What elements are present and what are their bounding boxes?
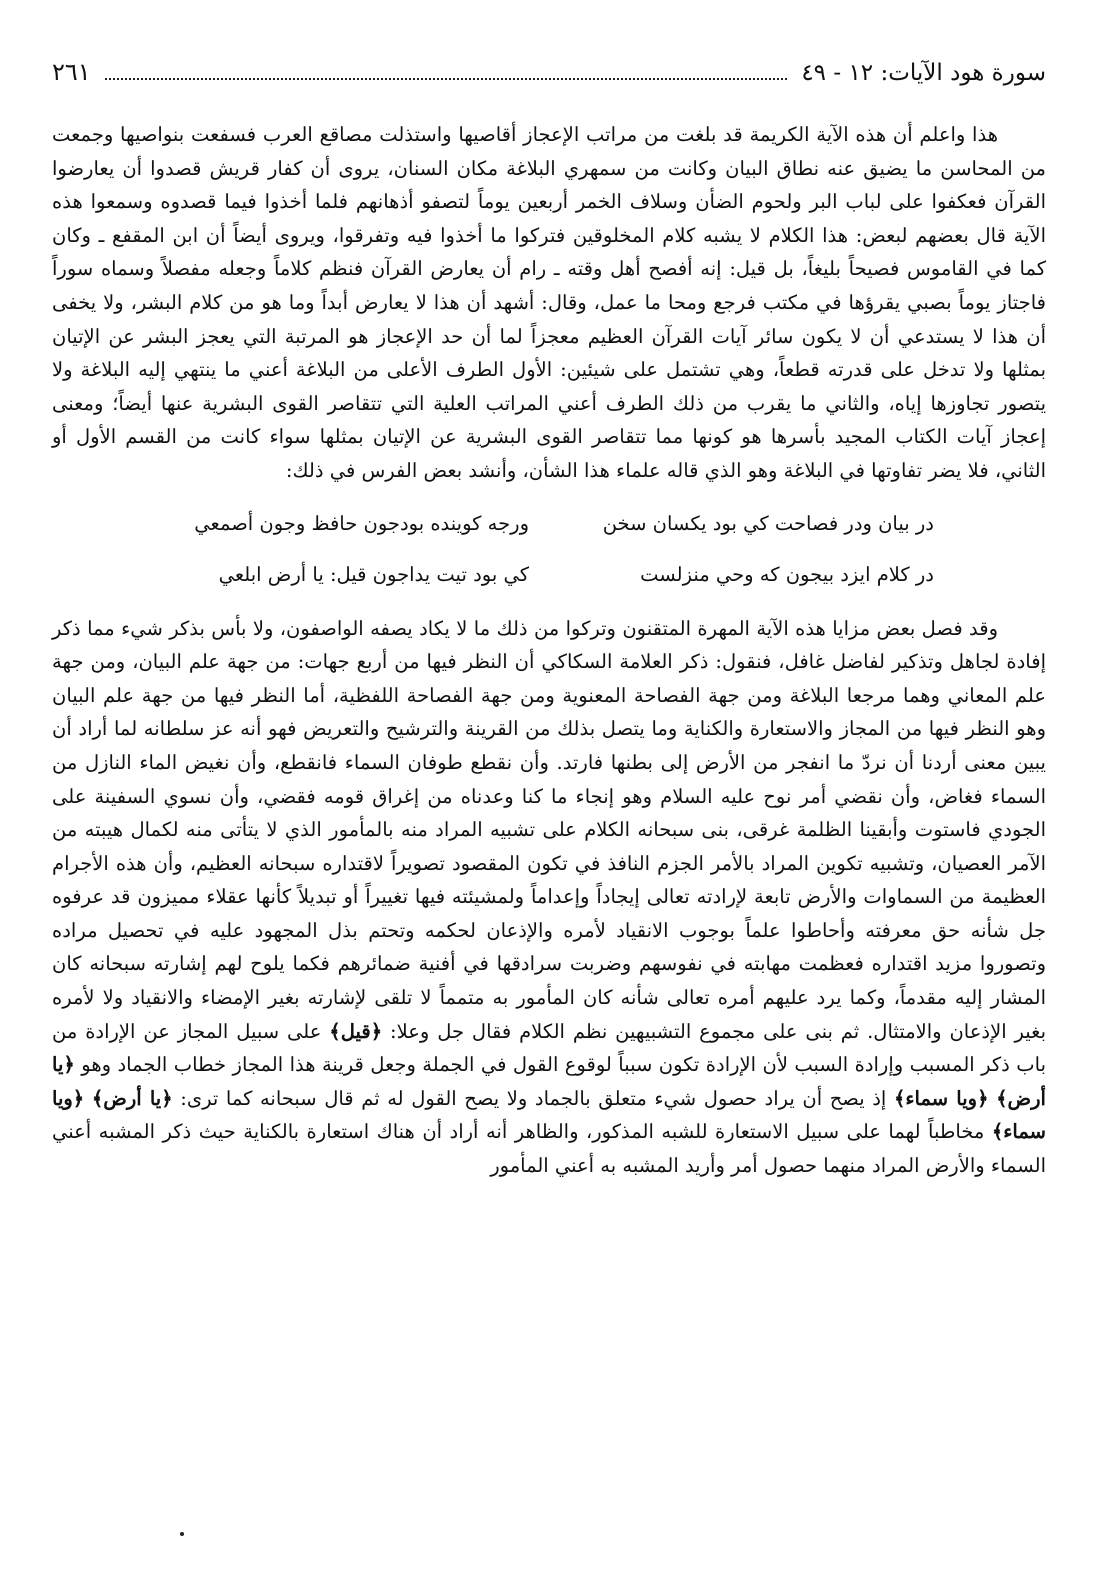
paragraph-1: هذا واعلم أن هذه الآية الكريمة قد بلغت من مراتب الإعجاز أقاصيها واستذلت مصاقع العرب فسفعت بنواصيها وجمعت من المحاسن ما يضيق عنه نطاق البيان وكانت من سمهري البلاغة مكان السنان، يروى أن كفار قريش قصدوا أن يعارضوا القرآن فعكفوا على لباب البر ولحوم الضأن وسلاف الخمر أربعين يوماً لتصفو أذهانهم فلما أخذوا فيما قصدوه وسمعوا هذه الآية قال بعضهم لبعض: هذا الكلام لا يشبه كلام المخلوقين فتركوا ما أخذوا فيه وتفرقوا، ويروى أيضاً أن ابن المقفع ـ وكان كما في القاموس فصيحاً بليغاً، بل قيل: إنه أفصح أهل وقته ـ رام أن يعارض القرآن فنظم كلاماً وجعله مفصلاً وسماه سوراً فاجتاز يوماً بصبي يقرؤها في مكتب فرجع ومحا ما عمل، وقال: أشهد أن هذا لا يعارض أبداً وما هو من كلام البشر، ولا يخفى أن هذا لا يستدعي أن لا يكون سائر آيات القرآن العظيم معجزاً لما أن حد الإعجاز هو المرتبة التي يعجز البشر عن الإتيان بمثلها ولا تدخل على قدرته قطعاً، وهي تشتمل على شيئين: الأول الطرف الأعلى من البلاغة أعني ما ينتهي إليه البلاغة ولا يتصور تجاوزها إياه، والثاني ما يقرب من ذلك الطرف أعني المراتب العلية التي تتقاصر القوى البشرية عنها أيضاً؛ ومعنى إعجاز آيات الكتاب المجيد بأسرها هو كونها مما تتقاصر القوى البشرية عن الإتيان بمثلها سواء كانت من القسم الأول أو الثاني، فلا يضر تفاوتها في البلاغة وهو الذي قاله علماء هذا الشأن، وأنشد بعض الفرس في ذلك:: [52, 123, 1046, 482]
paragraph-text: على سبيل المجاز عن الإرادة من باب ذكر المسبب وإرادة السبب لأن الإرادة تكون سبباً لوقوع القول في الجملة وجعل قرينة هذا المجاز خطاب الجماد وهو: [52, 1019, 1047, 1077]
paragraph-text: وقد فصل بعض مزايا هذه الآية المهرة المتقنون وتركوا من ذلك ما لا يكاد يصفه الواصفون، ولا بأس بذكر شيء مما ذكر إفادة لجاهل وتذكير لفاضل غافل، فنقول: ذكر العلامة السكاكي أن النظر فيها من أربع جهات: من جهة علم البيان، ومن جهة علم المعاني وهما مرجعا البلاغة ومن جهة الفصاحة المعنوية ومن جهة الفصاحة اللفظية، أما النظر فيها من جهة علم البيان وهو النظر فيها من المجاز والاستعارة والكناية وما يتصل بذلك من القرينة والترشيح والتعريض فهو أنه عز سلطانه لما أراد أن يبين معنى أردنا أن نردّ ما انفجر من الأرض إلى بطنها فارتد. وأن نقطع طوفان السماء فانقطع، وأن نغيض الماء النازل من السماء فغاض، وأن نقضي أمر نوح عليه السلام وهو إنجاء ما كنا وعدناه من إغراق قومه فقضي، وأن نسوي السفينة على الجودي فاستوت وأبقينا الظلمة غرقى، بنى سبحانه الكلام على تشبيه المراد منه بالمأمور الذي لا يتأتى منه لكمال هيبته من الآمر العصيان، وتشبيه تكوين المراد بالأمر الجزم النافذ في تكون المقصود تصويراً لاقتداره سبحانه العظيم، وأن هذه الأجرام العظيمة من السماوات والأرض تابعة لإرادته تعالى إيجاداً وإعداماً ولمشيئته فيها تغييراً أو تبديلاً كأنها عقلاء مميزون قد عرفوه جل شأنه حق معرفته وأحاطوا علماً بوجوب الانقياد لأمره والإذعان لحكمه وتحتم بذل المجهود عليه في تحصيل مراده وتصوروا مزيد اقتداره فعظمت مهابته في نفوسهم وضربت سرادقها في أفنية ضمائرهم فكما يلوح لهم إشارته سبحانه كان المشار إليه مقدماً، وكما يرد عليهم أمره تعالى شأنه كان المأمور به متمماً لا تلقى لإشارته بغير الإمضاء والانقياد ولا لأمره بغير الإذعان والامتثال. ثم بنى على مجموع التشبيهين نظم الكلام فقال جل وعلا:: [52, 616, 1046, 1043]
quran-quote: ﴿ ويا سماء ﴾: [894, 1087, 989, 1110]
paragraph-text: إذ يصح أن يراد حصول شيء متعلق بالجماد ولا يصح القول له ثم قال سبحانه كما ترى:: [180, 1086, 887, 1110]
paragraph-text: مخاطباً لهما على سبيل الاستعارة للشبه المذكور، والظاهر أنه أراد أن هناك استعارة بالكناية حيث ذكر المشبه أعني السماء والأرض المراد منهما حصول أمر وأريد المشبه به أعني المأمور: [52, 1120, 1046, 1178]
poem-hemistich: در بيان ودر فصاحت كي بود يكسان سخن: [602, 511, 934, 535]
poem-verse-1: [52, 498, 1046, 549]
quran-quote: ﴿ يا أرض ﴾: [92, 1087, 173, 1110]
print-speck: [180, 1532, 184, 1536]
running-title: سورة هود الآيات: ١٢ - ٤٩: [801, 60, 1046, 86]
page-number: ٢٦١: [52, 58, 91, 86]
page-header: [52, 58, 1046, 106]
quran-quote: ﴿ ويا سماء ﴾: [52, 1087, 1046, 1144]
poem-hemistich: در كلام ايزد بيجون كه وحي منزلست: [640, 562, 934, 586]
poem: [52, 498, 1046, 600]
poem-hemistich: كي بود تيت يداجون قيل: يا أرض ابلعي: [218, 562, 529, 586]
paragraph-2: [52, 612, 1046, 1183]
quran-quote: ﴿ يا أرض ﴾: [52, 1053, 1046, 1110]
quran-quote: ﴿ قيل ﴾: [329, 1020, 382, 1043]
poem-verse-2: [52, 549, 1046, 600]
leader-dots: [105, 78, 788, 80]
poem-hemistich: ورجه كوينده بودجون حافظ وجون أصمعي: [194, 511, 529, 535]
